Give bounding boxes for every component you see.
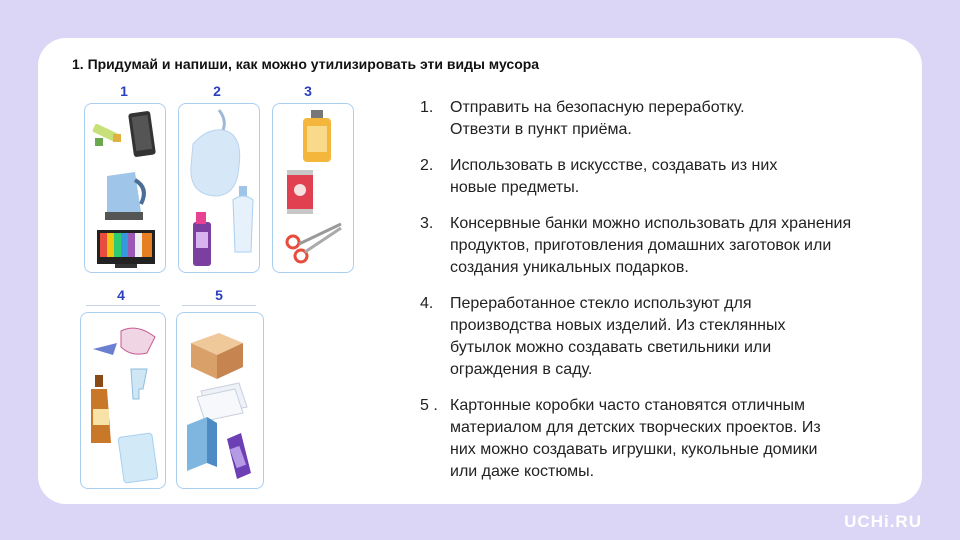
group-number-3: 3 bbox=[304, 83, 312, 99]
group-number-5-underline bbox=[182, 305, 256, 306]
tin-can-icon bbox=[287, 170, 313, 214]
scissors-icon bbox=[287, 224, 341, 262]
smartphone-icon bbox=[128, 111, 156, 158]
waste-group-4 bbox=[80, 312, 166, 489]
brand-logo: UCHi.RU bbox=[844, 512, 922, 531]
glass-jar-icon bbox=[118, 433, 158, 483]
answer-number: 2. bbox=[420, 157, 434, 174]
waste-group-5 bbox=[176, 312, 264, 489]
waste-group-1 bbox=[84, 103, 166, 273]
answers-list bbox=[420, 97, 870, 497]
answer-item-3 bbox=[420, 213, 870, 279]
answer-item-1 bbox=[420, 97, 870, 141]
glass-bottle-icon bbox=[91, 375, 111, 443]
paper-sheets-icon bbox=[197, 383, 247, 421]
broken-glass-icon bbox=[131, 369, 147, 399]
cardboard-box-icon bbox=[191, 333, 243, 379]
answer-text: Консервные банки можно использовать для хранения продуктов, приготовления домашних заготовок или создания уникальных подарков. bbox=[450, 215, 852, 276]
waste-group-2 bbox=[178, 103, 260, 273]
answer-number: 5 . bbox=[420, 397, 438, 414]
waste-group-3 bbox=[272, 103, 354, 273]
answer-text: Картонные коробки часто становятся отличным материалом для детских творческих проектов. Из них можно создавать игрушки, кукольные домики или даже костюмы. bbox=[450, 397, 821, 480]
answer-item-2 bbox=[420, 155, 870, 199]
answer-item-4 bbox=[420, 293, 870, 381]
milk-carton-icon bbox=[187, 417, 217, 471]
detergent-bottle-icon bbox=[193, 212, 211, 266]
answer-number: 3. bbox=[420, 215, 434, 232]
broken-cup-icon bbox=[93, 328, 155, 355]
task-title: 1. Придумай и напиши, как можно утилизировать эти виды мусора bbox=[72, 56, 540, 72]
juice-package-icon bbox=[227, 433, 251, 479]
batteries-icon bbox=[92, 123, 121, 146]
answer-number: 4. bbox=[420, 295, 434, 312]
answer-text: Переработанное стекло используют для производства новых изделий. Из стеклянных бутылок можно создавать светильники или ограждения в саду. bbox=[450, 295, 786, 378]
answer-text: Отправить на безопасную переработку. Отвезти в пункт приёма. bbox=[450, 99, 745, 138]
kettle-icon bbox=[105, 172, 144, 220]
plastic-bag-icon bbox=[191, 110, 240, 196]
group-number-5: 5 bbox=[215, 287, 223, 303]
answer-number: 1. bbox=[420, 99, 434, 116]
answer-item-5 bbox=[420, 395, 870, 483]
answer-text: Использовать в искусстве, создавать из них новые предметы. bbox=[450, 157, 778, 196]
water-bottle-icon bbox=[233, 186, 253, 252]
group-number-2: 2 bbox=[213, 83, 221, 99]
group-number-4: 4 bbox=[117, 287, 125, 303]
group-number-1: 1 bbox=[120, 83, 128, 99]
group-number-4-underline bbox=[86, 305, 160, 306]
tv-icon bbox=[97, 230, 155, 268]
spray-can-icon bbox=[303, 110, 331, 162]
